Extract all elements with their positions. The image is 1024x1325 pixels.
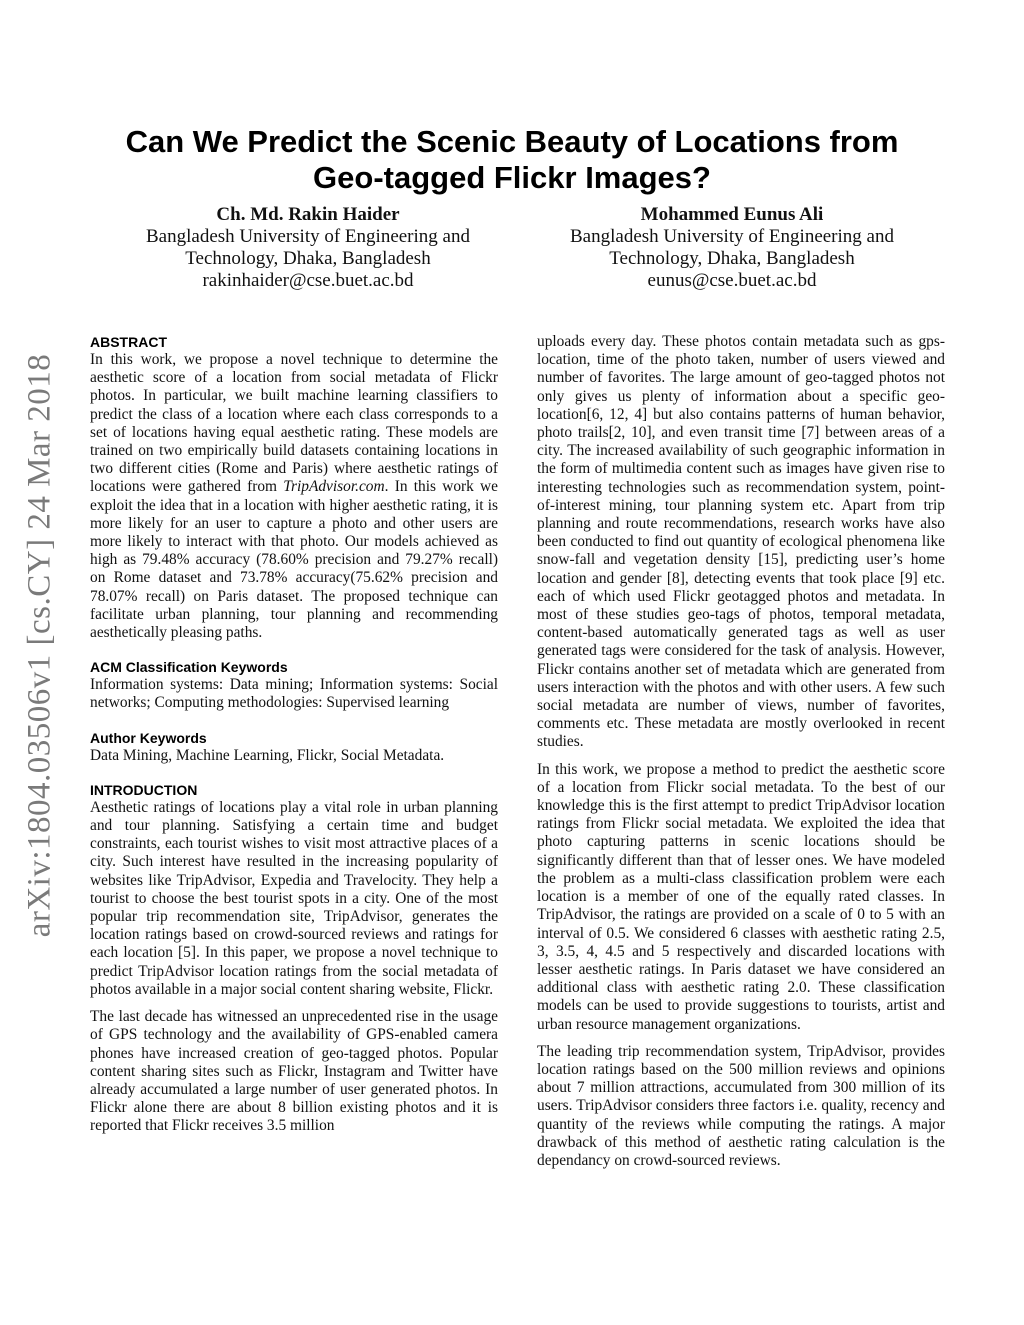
abstract-text-part-b: . In this work we exploit the idea that in a location with higher aesthetic rating, it is more likely for an user to capture a photo and other users are more likely to interact with that photo. Our models achieved as high as 79.48% accuracy (78.60% precision and 79.27% recall) on Rome dataset and 73.78% accuracy(75.62% precision and 78.07% recall) on Paris dataset. The proposed technique can facilitate urban planning, tour planning and recommending aesthetically pleasing paths. [90, 478, 498, 642]
keywords-heading: Author Keywords [90, 729, 207, 746]
abstract-heading: ABSTRACT [90, 334, 167, 350]
author-email: eunus@cse.buet.ac.bd [647, 270, 817, 291]
author-affiliation: Technology, Dhaka, Bangladesh [185, 248, 431, 269]
intro-paragraph-4: In this work, we propose a method to predict the aesthetic score of a location from Flickr social metadata. To the best of our knowledge this is the first attempt to predict TripAdvisor location ratings from Flickr social metadata. We exploited the idea that photo capturing patterns in scenic locations should be significantly different than that of lesser ones. We have modeled the problem as a multi-class classification problem were each location is a member of one of the equally rated classes. In TripAdvisor, the ratings are provided on a scale of 0 to 5 with an interval of 0.5. We considered 6 classes with aesthetic rating 2.5, 3, 3.5, 4, 4.5 and 5 respectively and discarded locations with lesser aesthetic ratings. In Paris dataset we have considered an additional class with aesthetic rating 2.0. These classification models can be used to provide suggestions to tourists, artist and urban resource management organizations. [537, 760, 945, 1033]
intro-paragraph-1: Aesthetic ratings of locations play a vital role in urban planning and tour planning. Satisfying a certain time and budget constraints, each tourist wishes to visit most attractive places of a city. Such interest have resulted in the increasing popularity of websites like TripAdvisor, Expedia and Travelocity. They help a tourist to choose the best tourist spots in a city. One of the most popular trip recommendation site, TripAdvisor, generates the location ratings based on crowd-sourced reviews and ratings for each location [5]. In this paper, we propose a novel technique to predict TripAdvisor location ratings from the social metadata of photos available in a major social content sharing website, Flickr. [90, 798, 498, 998]
paper-title [0, 124, 1024, 196]
arxiv-stamp [14, 340, 66, 950]
intro-paragraph-2: The last decade has witnessed an unprecedented rise in the usage of GPS technology and the availability of GPS-enabled camera phones have increased creation of geo-tagged photos. Popular content sharing sites such as Flickr, Instagram and Twitter have already accumulated a large number of user generated photos. In Flickr alone there are about 8 billion existing photos and it is reported that Flickr receives 3.5 million [90, 1008, 498, 1135]
intro-paragraph-5: The leading trip recommendation system, TripAdvisor, provides location ratings based on the 500 million reviews and opinions about 7 million attractions, accumulated from 300 million of its users. TripAdvisor considers three factors i.e. quality, recency and quantity of the reviews while computing the ratings. A major drawback of this method of aesthetic rating calculation is the dependancy on crowd-sourced reviews. [537, 1042, 945, 1169]
keywords-text: Data Mining, Machine Learning, Flickr, Social Metadata. [90, 746, 445, 764]
author-affiliation: Bangladesh University of Engineering and [570, 226, 894, 247]
abstract-text-part-a: In this work, we propose a novel technique to determine the aesthetic score of a location from social metadata of Flickr photos. In particular, we built machine learning classifiers to predict the class of a location where each class corresponds to a set of locations having equal aesthetic rating. These models are trained on two empirically build datasets containing locations in two different cities (Rome and Paris) where aesthetic ratings of locations were gathered from [90, 351, 498, 496]
arxiv-stamp-text: arXiv:1804.03506v1 [cs.CY] 24 Mar 2018 [21, 353, 58, 937]
author-name: Ch. Md. Rakin Haider [216, 204, 400, 225]
author-affiliation: Technology, Dhaka, Bangladesh [609, 248, 855, 269]
introduction-heading: INTRODUCTION [90, 781, 198, 798]
intro-paragraph-3: uploads every day. These photos contain metadata such as gps-location, time of the photo taken, number of users viewed and number of favorites. The large amount of geo-tagged photos not only gives us plenty of information about a specific geo-location[6, 12, 4] but also contains patterns of human behavior, photo trails[2, 10], and even transit time [7] between areas of a city. The increased availability of such geographic information in the form of multimedia content such as images have given rise to interesting technologies such as recommendation system, point-of-interest mining, tour planning system etc. Apart from trip planning and route recommendations, research works have also been conducted to find out quantity of ecological phenomena like snow-fall and vegetation density [15], predicting user’s home location and gender [8], detecting events that took place [9] etc. each of which used Flickr geotagged photos and metadata. In most of these studies geo-tags of photos, temporal metadata, content-based automatically generated tags as well as user generated tags were considered for the task of analysis. However, Flickr contains another set of metadata which are generated from users interaction with the photos and with other users. A few such social metadata are number of views, number of favorites, comments etc. These metadata are mostly overlooked in recent studies. [537, 333, 945, 751]
paper-title-line-1: Can We Predict the Scenic Beauty of Locations from [125, 124, 899, 159]
author-block-1 [98, 204, 518, 292]
acm-text: Information systems: Data mining; Information systems: Social networks; Computing methodologies: Supervised learning [90, 676, 498, 712]
author-affiliation: Bangladesh University of Engineering and [146, 226, 470, 247]
tripadvisor-italic: TripAdvisor.com [283, 478, 385, 496]
abstract-text [90, 351, 498, 642]
left-column [90, 333, 498, 1136]
author-email: rakinhaider@cse.buet.ac.bd [202, 270, 414, 291]
right-column [537, 333, 945, 1170]
author-block-2 [522, 204, 942, 292]
author-name: Mohammed Eunus Ali [640, 204, 824, 225]
paper-title-line-2: Geo-tagged Flickr Images? [313, 160, 711, 195]
acm-heading: ACM Classification Keywords [90, 659, 288, 676]
